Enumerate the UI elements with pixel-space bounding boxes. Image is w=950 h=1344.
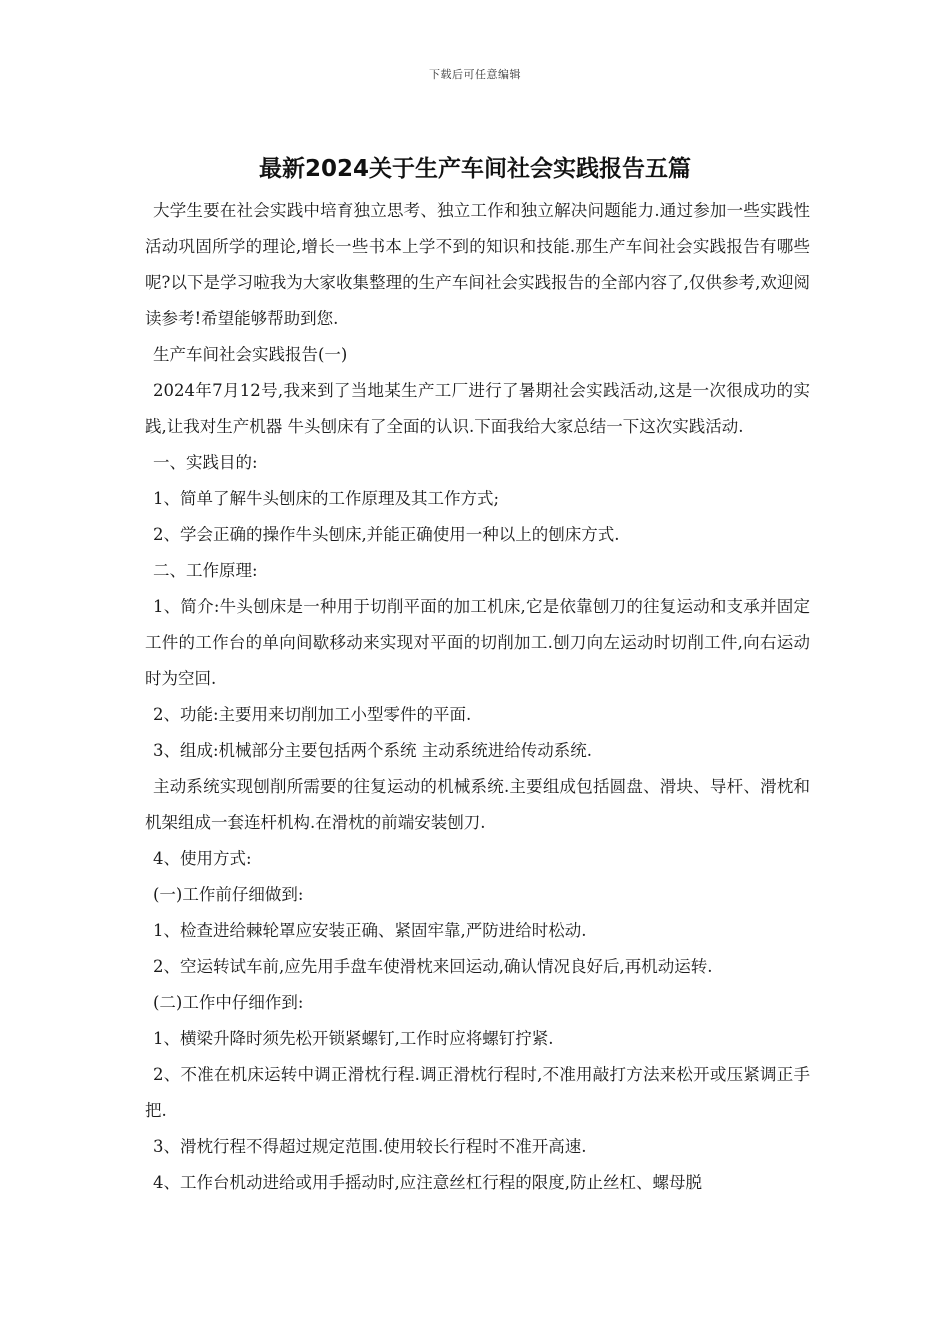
subsection-heading: (一)工作前仔细做到: — [153, 885, 304, 904]
subsection-heading: (二)工作中仔细作到: — [153, 993, 304, 1012]
section-heading: 二、工作原理: — [153, 561, 258, 580]
list-item: 1、检查进给棘轮罩应安装正确、紧固牢靠,严防进给时松动. — [153, 921, 587, 940]
list-item: 1、简介:牛头刨床是一种用于切削平面的加工机床,它是依靠刨刀的往复运动和支承并固定工件的工作台的单向间歇移动来实现对平面的切削加工.刨刀向左运动时切削工件,向右运动时为空回. — [145, 597, 810, 688]
list-item: 2、学会正确的操作牛头刨床,并能正确使用一种以上的刨床方式. — [153, 525, 620, 544]
list-item: 1、横梁升降时须先松开锁紧螺钉,工作时应将螺钉拧紧. — [153, 1029, 554, 1048]
list-item: 1、简单了解牛头刨床的工作原理及其工作方式; — [153, 489, 500, 508]
page-header-note: 下载后可任意编辑 — [429, 68, 521, 81]
document-body — [145, 193, 810, 1201]
list-item: 4、使用方式: — [153, 849, 252, 868]
document-title: 最新2024关于生产车间社会实践报告五篇 — [258, 156, 691, 182]
body-paragraph: 2024年7月12号,我来到了当地某生产工厂进行了暑期社会实践活动,这是一次很成功的实践,让我对生产机器 牛头刨床有了全面的认识.下面我给大家总结一下这次实践活动. — [145, 381, 810, 436]
report-heading: 生产车间社会实践报告(一) — [153, 345, 348, 364]
list-item: 4、工作台机动进给或用手摇动时,应注意丝杠行程的限度,防止丝杠、螺母脱 — [153, 1173, 702, 1192]
list-item: 3、组成:机械部分主要包括两个系统 主动系统进给传动系统. — [153, 741, 593, 760]
body-paragraph: 主动系统实现刨削所需要的往复运动的机械系统.主要组成包括圆盘、滑块、导杆、滑枕和机架组成一套连杆机构.在滑枕的前端安装刨刀. — [145, 777, 810, 832]
list-item: 2、空运转试车前,应先用手盘车使滑枕来回运动,确认情况良好后,再机动运转. — [153, 957, 713, 976]
list-item: 2、功能:主要用来切削加工小型零件的平面. — [153, 705, 472, 724]
section-heading: 一、实践目的: — [153, 453, 258, 472]
list-item: 3、滑枕行程不得超过规定范围.使用较长行程时不准开高速. — [153, 1137, 587, 1156]
intro-paragraph: 大学生要在社会实践中培育独立思考、独立工作和独立解决问题能力.通过参加一些实践性活动巩固所学的理论,增长一些书本上学不到的知识和技能.那生产车间社会实践报告有哪些呢?以下是学习啦我为大家收集整理的生产车间社会实践报告的全部内容了,仅供参考,欢迎阅读参考!希望能够帮助到您. — [145, 201, 810, 328]
list-item: 2、不准在机床运转中调正滑枕行程.调正滑枕行程时,不准用敲打方法来松开或压紧调正手把. — [145, 1065, 810, 1120]
